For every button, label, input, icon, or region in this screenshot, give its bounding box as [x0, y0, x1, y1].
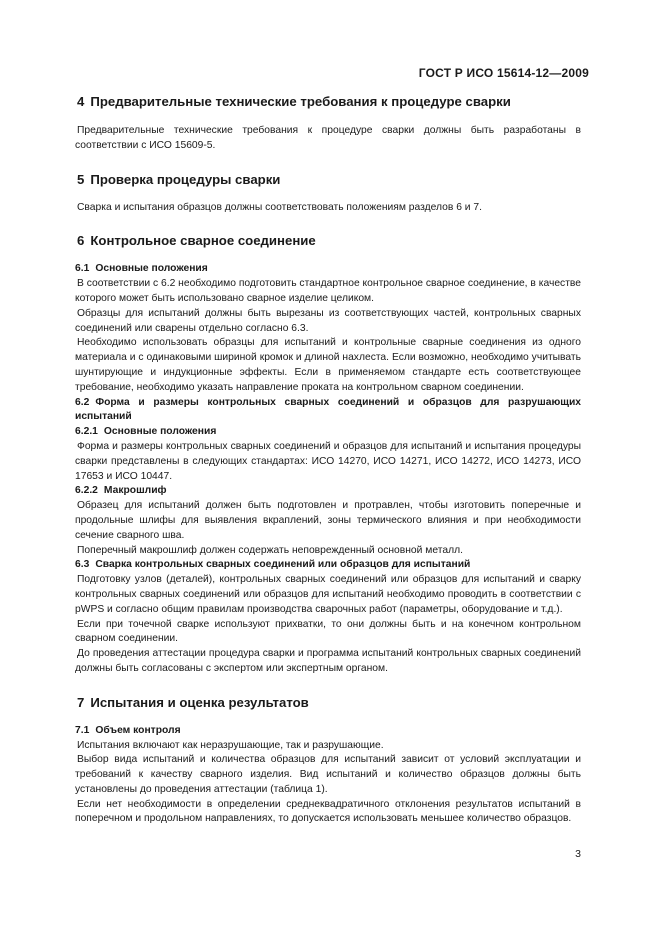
- section-7-heading: [75, 695, 581, 711]
- section-title: Проверка процедуры сварки: [90, 171, 281, 187]
- paragraph: В соответствии с 6.2 необходимо подготовить стандартное контрольное сварное соединение, в качестве которого может быть использовано сварное изделие целиком.: [75, 278, 581, 304]
- section-number: 7: [77, 694, 85, 710]
- page-number: 3: [575, 848, 581, 860]
- paragraph: Образец для испытаний должен быть подготовлен и протравлен, чтобы изготовить поперечные и продольные шлифы для выявления вкраплений, зоны термического влияния и при необходимости сечение сварного шва.: [75, 500, 581, 541]
- paragraph: Образцы для испытаний должны быть вырезаны из соответствующих частей, контрольных сварных соединений или сварены отдельно согласно 6.3.: [75, 307, 581, 334]
- paragraph: До проведения аттестации процедура сварки и программа испытаний контрольных сварных соединений должны быть согласованы с экспертом или экспертным органом.: [75, 648, 581, 674]
- section-title: Контрольное сварное соединение: [90, 233, 316, 249]
- paragraph: Если нет необходимости в определении среднеквадратичного отклонения результатов испытаний в поперечном и продольном направлениях, то допускается использовать меньшее количество образцов.: [75, 798, 581, 825]
- subsection-title: Объем контроля: [95, 724, 181, 736]
- subsection-6-1-heading: [75, 262, 581, 277]
- section-4-heading: [75, 94, 581, 110]
- section-4-text: Предварительные технические требования к процедуре сварки должны быть разработаны в соответствии с ИСО 15609-5.: [75, 125, 581, 151]
- subsection-number: 6.2.2: [75, 485, 98, 497]
- subsection-7-1-heading: [75, 724, 581, 739]
- document-body: [75, 94, 581, 827]
- section-5-text: Сварка и испытания образцов должны соответствовать положениям разделов 6 и 7.: [77, 201, 482, 213]
- paragraph: Выбор вида испытаний и количества образцов для испытаний зависит от условий эксплуатации и требований к качеству сварного изделия. Вид испытаний и количество образцов должны быть установлены до проведения аттестации (таблица 1).: [75, 754, 581, 795]
- section-number: 5: [77, 171, 85, 187]
- paragraph: Поперечный макрошлиф должен содержать неповрежденный основной металл.: [77, 544, 463, 556]
- section-6-heading: [75, 233, 581, 249]
- subsection-6-2-1-heading: [75, 425, 581, 440]
- paragraph: Форма и размеры контрольных сварных соединений и образцов для испытаний и испытания процедуры сварки представлены в следующих стандартах: ИСО 14270, ИСО 14271, ИСО 14272, ИСО 14273, ИСО 17653 и ИСО 10447.: [75, 440, 581, 482]
- subsection-title: Основные положения: [95, 263, 208, 275]
- subsection-number: 6.3: [75, 559, 90, 571]
- subsection-title: Макрошлиф: [103, 485, 167, 497]
- subsection-6-2-2-heading: [75, 484, 581, 499]
- subsection-number: 6.2.1: [75, 426, 98, 438]
- paragraph: Подготовку узлов (деталей), контрольных сварных соединений или образцов для испытаний и сварку контрольных сварных соединений или образцов для испытаний необходимо проводить в соответствии с pWPS и согласно общим правилам производства сварочных работ (параметры, оборудование и т.д.).: [75, 574, 581, 615]
- subsection-number: 7.1: [75, 724, 90, 736]
- section-number: 4: [77, 94, 85, 109]
- subsection-title: Сварка контрольных сварных соединений или образцов для испытаний: [95, 559, 471, 571]
- paragraph: Необходимо использовать образцы для испытаний и контрольные сварные соединения из одного материала и с одинаковыми шириной кромок и длиной нахлеста. Если возможно, необходимо учитывать шунтирующие и индукционные эффекты. Если в применяемом стандарте есть соответствующее требование, необходимо указать направление проката на контрольном сварном соединении.: [75, 337, 581, 393]
- section-number: 6: [77, 233, 85, 249]
- subsection-title: Основные положения: [103, 426, 217, 438]
- section-5-heading: [75, 172, 581, 188]
- subsection-6-2-heading: [75, 396, 581, 426]
- section-title: Испытания и оценка результатов: [90, 694, 309, 710]
- subsection-number: 6.1: [75, 263, 90, 275]
- subsection-number: 6.2: [75, 396, 90, 408]
- document-code: ГОСТ Р ИСО 15614-12—2009: [418, 66, 589, 80]
- paragraph: Если при точечной сварке используют прихватки, то они должны быть и на конечном контрольном сварном соединении.: [75, 618, 581, 645]
- subsection-title: Форма и размеры контрольных сварных соединений и образцов для разрушающих испытаний: [75, 396, 581, 423]
- section-title: Предварительные технические требования к процедуре сварки: [90, 94, 511, 109]
- subsection-6-3-heading: [75, 558, 581, 573]
- paragraph: Испытания включают как неразрушающие, так и разрушающие.: [77, 739, 384, 751]
